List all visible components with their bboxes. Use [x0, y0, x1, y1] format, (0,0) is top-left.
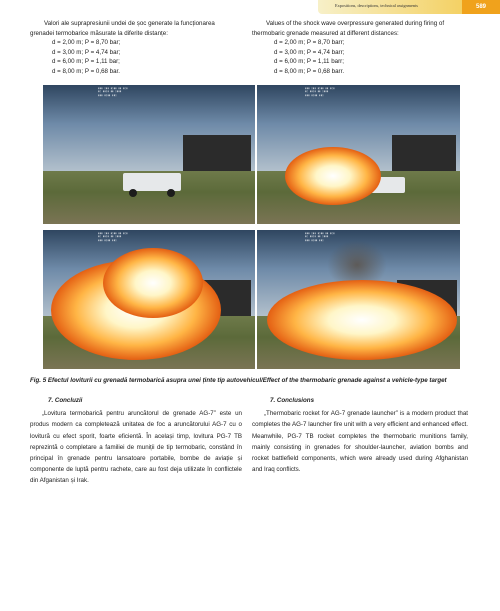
intro-left — [30, 19, 235, 77]
photo-frame-4 — [257, 230, 460, 369]
photo-hud-overlay: ▮▮▮ ▯▮▮ ▮▯▮▮ ▮▮ ▮▯▮ ▮▯ ▮▮▯▮ ▮▮ ▯▮▮▮ ▮▮▮ ▮▯▮▮ ▮▮▯ — [305, 87, 335, 97]
explosion-fireball — [285, 147, 381, 205]
intro-right-measurements — [252, 38, 467, 76]
measurement-item: d = 8,00 m; P = 0,68 bar. — [52, 67, 120, 75]
section-paragraph: „Lovitura termobarică pentru aruncătorul de grenade AG-7” este un produs modern ca completează unitatea de foc a aruncătorului AG-7 cu o lovitură cu efect sporit, foarte eficientă. În același timp, lovitura PG-7 TB reprezintă o completare a familiei de muniții de tip termobaric, constând în principal în grenade pentru lansatoare portabile, bombe de aviație și componente de luptă pentru rachete, care au fost deja utilizate în conflictele din Afganistan și Irak. — [30, 410, 242, 485]
conclusions-english — [252, 395, 468, 475]
section-title: 7. Conclusions — [270, 397, 315, 404]
measurement-item: d = 6,00 m; P = 1,11 barr; — [274, 58, 344, 66]
measurement-item: d = 2,00 m; P = 8,70 barr; — [274, 39, 345, 47]
photo-hud-overlay: ▮▮▮ ▯▮▮ ▮▯▮▮ ▮▮ ▮▯▮ ▮▯ ▮▮▯▮ ▮▮ ▯▮▮▮ ▮▮▮ ▮▯▮▮ ▮▮▯ — [98, 87, 128, 97]
photo-hud-overlay: ▮▮▮ ▯▮▮ ▮▯▮▮ ▮▮ ▮▯▮ ▮▯ ▮▮▯▮ ▮▮ ▯▮▮▮ ▮▮▮ ▮▯▮▮ ▮▮▯ — [98, 232, 128, 242]
intro-left-measurements — [30, 38, 235, 76]
explosion-fireball — [267, 280, 457, 360]
figure-caption: Fig. 5 Efectul loviturii cu grenadă termobarică asupra unei ținte tip autovehicul/Effect of the thermobaric grenade against a vehicle-type target — [30, 377, 447, 384]
section-title: 7. Concluzii — [48, 397, 83, 404]
measurement-item: d = 8,00 m; P = 0,68 barr. — [274, 67, 345, 75]
measurement-item: d = 3,00 m; P = 4,74 barr; — [274, 48, 345, 56]
photo-frame-2 — [257, 85, 460, 224]
photo-frame-3 — [43, 230, 255, 369]
photo-hud-overlay: ▮▮▮ ▯▮▮ ▮▯▮▮ ▮▮ ▮▯▮ ▮▯ ▮▮▯▮ ▮▮ ▯▮▮▮ ▮▮▮ ▮▯▮▮ ▮▮▯ — [305, 232, 335, 242]
photo-frame-1 — [43, 85, 255, 224]
intro-left-paragraph: Valori ale suprapresiunii undei de șoc generate la funcționarea grenadei termobarice măsurate la diferite distanțe: — [30, 20, 215, 37]
intro-right — [252, 19, 467, 77]
running-title: Expositions, descriptions, technical assignments — [335, 3, 418, 8]
measurement-item: d = 2,00 m; P = 8,70 bar; — [52, 39, 121, 47]
conclusions-romanian — [30, 395, 242, 487]
section-paragraph: „Thermobaric rocket for AG-7 grenade launcher” is a modern product that completes the AG-7 launcher fire unit with a very efficient and enhanced effect. Meanwhile, PG-7 TB rocket completes the thermobaric munitions family, mainly consisting in grenades for shoulder-launcher, aviation bombs and rocket battlefield components, which were already used during Afghanistan and Iraq conflicts. — [252, 410, 468, 474]
measurement-item: d = 6,00 m; P = 1,11 bar; — [52, 58, 120, 66]
page-number: 589 — [462, 0, 500, 14]
intro-right-paragraph: Values of the shock wave overpressure generated during firing of thermobaric grenade measured at different distances: — [252, 20, 445, 37]
measurement-item: d = 3,00 m; P = 4,74 bar; — [52, 48, 121, 56]
